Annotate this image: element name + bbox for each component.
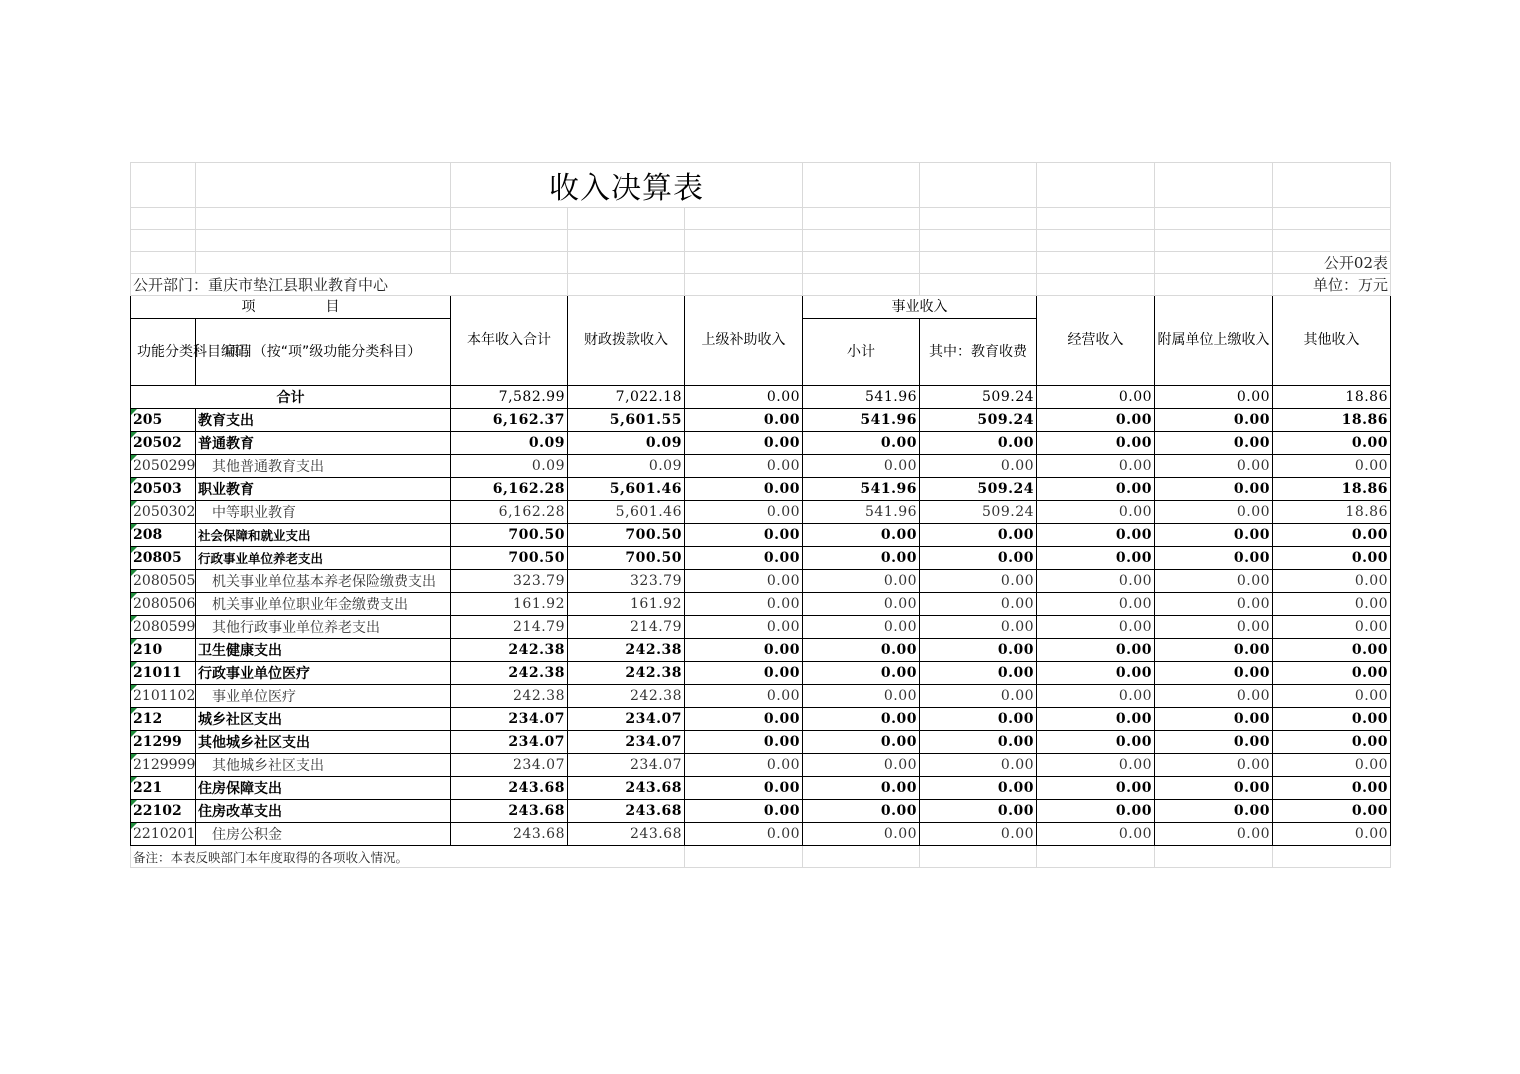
row-value: 234.07	[568, 731, 685, 754]
row-value: 234.07	[451, 708, 568, 731]
row-value: 700.50	[568, 524, 685, 547]
row-value: 214.79	[451, 616, 568, 639]
row-value: 0.00	[1273, 593, 1391, 616]
grid-cell	[803, 163, 920, 208]
header-edu-fee: 其中：教育收费	[920, 319, 1037, 386]
row-value: 0.00	[1273, 662, 1391, 685]
row-code: 2080506	[131, 593, 196, 616]
row-value: 243.68	[451, 800, 568, 823]
row-value: 161.92	[568, 593, 685, 616]
row-value: 0.00	[1037, 662, 1155, 685]
row-value: 0.00	[1273, 639, 1391, 662]
row-value: 0.00	[1155, 708, 1273, 731]
row-value: 0.00	[1037, 754, 1155, 777]
row-name: 社会保障和就业支出	[196, 524, 451, 547]
row-value: 541.96	[803, 409, 920, 432]
row-value: 0.00	[1037, 593, 1155, 616]
row-value: 0.00	[920, 777, 1037, 800]
row-name: 其他城乡社区支出	[196, 731, 451, 754]
row-name: 教育支出	[196, 409, 451, 432]
header-code: 功能分类科目编码	[131, 319, 196, 386]
row-value: 0.00	[920, 639, 1037, 662]
row-value: 0.00	[920, 547, 1037, 570]
table-row	[131, 455, 1391, 478]
row-name: 机关事业单位基本养老保险缴费支出	[196, 570, 451, 593]
department-label: 公开部门：重庆市垫江县职业教育中心	[131, 274, 568, 296]
total-value: 0.00	[1037, 386, 1155, 409]
row-value: 0.00	[1037, 570, 1155, 593]
grid-cell	[1155, 163, 1273, 208]
row-value: 234.07	[568, 754, 685, 777]
row-value: 0.00	[1155, 823, 1273, 846]
row-value: 242.38	[451, 685, 568, 708]
table-row	[131, 731, 1391, 754]
table-row	[131, 708, 1391, 731]
row-value: 0.00	[685, 409, 803, 432]
row-value: 0.00	[1155, 593, 1273, 616]
row-value: 0.00	[803, 455, 920, 478]
row-value: 323.79	[568, 570, 685, 593]
row-name: 中等职业教育	[196, 501, 451, 524]
row-value: 242.38	[568, 685, 685, 708]
row-value: 0.00	[1273, 777, 1391, 800]
row-value: 0.00	[803, 616, 920, 639]
row-value: 0.00	[920, 685, 1037, 708]
row-value: 0.00	[1037, 547, 1155, 570]
row-value: 541.96	[803, 501, 920, 524]
grid-cell	[131, 163, 196, 208]
row-code: 221	[131, 777, 196, 800]
header-total: 本年收入合计	[451, 296, 568, 386]
row-value: 509.24	[920, 409, 1037, 432]
table-row	[131, 478, 1391, 501]
total-value: 7,582.99	[451, 386, 568, 409]
row-value: 0.00	[1155, 432, 1273, 455]
row-value: 509.24	[920, 501, 1037, 524]
table-row	[131, 823, 1391, 846]
row-code: 21011	[131, 662, 196, 685]
table-row	[131, 501, 1391, 524]
row-value: 0.00	[920, 823, 1037, 846]
row-value: 0.00	[1273, 800, 1391, 823]
row-name: 其他行政事业单位养老支出	[196, 616, 451, 639]
header-affiliated: 附属单位上缴收入	[1155, 296, 1273, 386]
row-name: 职业教育	[196, 478, 451, 501]
total-value: 509.24	[920, 386, 1037, 409]
table-row	[131, 777, 1391, 800]
row-value: 0.00	[920, 754, 1037, 777]
row-name: 行政事业单位医疗	[196, 662, 451, 685]
row-value: 700.50	[451, 547, 568, 570]
row-value: 541.96	[803, 478, 920, 501]
row-value: 0.00	[1037, 524, 1155, 547]
total-value: 0.00	[1155, 386, 1273, 409]
row-value: 0.00	[803, 708, 920, 731]
footnote: 备注：本表反映部门本年度取得的各项收入情况。	[131, 846, 685, 868]
row-value: 0.00	[920, 708, 1037, 731]
income-statement-sheet	[130, 162, 1390, 895]
grid-cell	[196, 163, 451, 208]
row-name: 其他城乡社区支出	[196, 754, 451, 777]
row-value: 234.07	[451, 754, 568, 777]
header-operating: 经营收入	[1037, 296, 1155, 386]
row-value: 0.00	[685, 524, 803, 547]
row-value: 0.00	[1037, 777, 1155, 800]
row-name: 住房保障支出	[196, 777, 451, 800]
row-value: 0.00	[685, 662, 803, 685]
row-value: 0.00	[1155, 731, 1273, 754]
row-value: 0.00	[1155, 455, 1273, 478]
row-value: 0.00	[920, 662, 1037, 685]
row-value: 6,162.37	[451, 409, 568, 432]
row-value: 234.07	[451, 731, 568, 754]
row-value: 0.00	[1273, 570, 1391, 593]
row-value: 0.00	[1037, 639, 1155, 662]
row-value: 0.00	[685, 754, 803, 777]
row-value: 242.38	[451, 639, 568, 662]
row-value: 0.00	[1037, 800, 1155, 823]
row-value: 0.00	[803, 685, 920, 708]
row-value: 0.00	[1155, 754, 1273, 777]
row-value: 0.00	[1037, 708, 1155, 731]
table-row	[131, 616, 1391, 639]
row-value: 214.79	[568, 616, 685, 639]
row-value: 0.00	[803, 432, 920, 455]
row-value: 0.00	[803, 593, 920, 616]
table-row	[131, 685, 1391, 708]
row-value: 0.00	[1155, 662, 1273, 685]
row-code: 2101102	[131, 685, 196, 708]
row-value: 0.00	[1273, 708, 1391, 731]
row-name: 城乡社区支出	[196, 708, 451, 731]
total-row	[131, 386, 1391, 409]
header-fiscal: 财政拨款收入	[568, 296, 685, 386]
row-value: 0.00	[1273, 754, 1391, 777]
row-value: 0.00	[1155, 547, 1273, 570]
row-value: 323.79	[451, 570, 568, 593]
row-value: 0.00	[1037, 432, 1155, 455]
row-value: 0.00	[1273, 432, 1391, 455]
row-code: 2129999	[131, 754, 196, 777]
row-value: 0.00	[803, 547, 920, 570]
row-value: 161.92	[451, 593, 568, 616]
row-value: 0.00	[685, 547, 803, 570]
row-value: 243.68	[451, 777, 568, 800]
row-code: 208	[131, 524, 196, 547]
row-value: 509.24	[920, 478, 1037, 501]
row-value: 0.00	[803, 823, 920, 846]
row-value: 243.68	[568, 800, 685, 823]
row-value: 0.00	[1155, 616, 1273, 639]
row-value: 0.00	[803, 570, 920, 593]
income-table	[130, 162, 1391, 868]
table-row	[131, 662, 1391, 685]
row-value: 0.09	[451, 455, 568, 478]
row-value: 0.00	[685, 501, 803, 524]
header-project: 项 目	[131, 296, 451, 319]
row-code: 2210201	[131, 823, 196, 846]
row-value: 0.00	[1037, 823, 1155, 846]
row-value: 700.50	[451, 524, 568, 547]
table-row	[131, 754, 1391, 777]
row-code: 210	[131, 639, 196, 662]
grid-cell	[1273, 163, 1391, 208]
row-value: 0.00	[1273, 547, 1391, 570]
row-value: 0.00	[920, 593, 1037, 616]
total-value: 0.00	[685, 386, 803, 409]
row-name: 住房公积金	[196, 823, 451, 846]
row-value: 0.00	[803, 754, 920, 777]
row-value: 0.00	[1155, 570, 1273, 593]
row-value: 243.68	[568, 823, 685, 846]
row-value: 0.00	[685, 593, 803, 616]
row-name: 普通教育	[196, 432, 451, 455]
row-value: 0.09	[568, 432, 685, 455]
row-value: 0.00	[1155, 501, 1273, 524]
row-value: 242.38	[568, 639, 685, 662]
row-value: 0.00	[1155, 777, 1273, 800]
row-code: 20503	[131, 478, 196, 501]
row-value: 0.00	[920, 731, 1037, 754]
row-value: 0.00	[685, 777, 803, 800]
row-value: 0.00	[1273, 524, 1391, 547]
total-value: 18.86	[1273, 386, 1391, 409]
row-value: 0.00	[1037, 455, 1155, 478]
row-value: 0.00	[685, 685, 803, 708]
row-name: 住房改革支出	[196, 800, 451, 823]
row-code: 2050302	[131, 501, 196, 524]
row-value: 0.00	[1037, 616, 1155, 639]
header-business: 事业收入	[803, 296, 1037, 319]
row-value: 0.00	[1273, 823, 1391, 846]
row-value: 0.00	[1273, 616, 1391, 639]
row-value: 0.00	[685, 455, 803, 478]
row-value: 0.00	[1273, 685, 1391, 708]
row-value: 0.00	[803, 639, 920, 662]
header-other: 其他收入	[1273, 296, 1391, 386]
row-value: 0.00	[803, 731, 920, 754]
row-code: 20502	[131, 432, 196, 455]
row-value: 0.00	[1273, 455, 1391, 478]
header-superior: 上级补助收入	[685, 296, 803, 386]
row-value: 0.00	[920, 455, 1037, 478]
header-name: 项目（按“项”级功能分类科目）	[196, 319, 451, 386]
row-name: 其他普通教育支出	[196, 455, 451, 478]
row-value: 0.00	[685, 432, 803, 455]
row-value: 0.00	[803, 777, 920, 800]
row-code: 22102	[131, 800, 196, 823]
row-value: 0.00	[685, 800, 803, 823]
row-value: 0.00	[685, 616, 803, 639]
row-value: 0.00	[1037, 409, 1155, 432]
row-value: 242.38	[451, 662, 568, 685]
row-value: 0.00	[685, 570, 803, 593]
row-value: 18.86	[1273, 501, 1391, 524]
row-value: 0.00	[920, 524, 1037, 547]
row-value: 700.50	[568, 547, 685, 570]
row-value: 18.86	[1273, 478, 1391, 501]
table-row	[131, 593, 1391, 616]
table-row	[131, 570, 1391, 593]
row-name: 卫生健康支出	[196, 639, 451, 662]
row-value: 234.07	[568, 708, 685, 731]
row-value: 243.68	[451, 823, 568, 846]
grid-cell	[920, 163, 1037, 208]
row-value: 0.00	[803, 524, 920, 547]
table-row	[131, 639, 1391, 662]
row-code: 2080599	[131, 616, 196, 639]
row-value: 0.00	[685, 639, 803, 662]
row-value: 0.00	[803, 800, 920, 823]
row-code: 2080505	[131, 570, 196, 593]
row-value: 0.00	[920, 570, 1037, 593]
row-value: 0.09	[568, 455, 685, 478]
row-value: 0.00	[1155, 800, 1273, 823]
grid-cell	[1037, 163, 1155, 208]
row-value: 0.00	[1155, 524, 1273, 547]
table-row	[131, 547, 1391, 570]
row-value: 6,162.28	[451, 501, 568, 524]
row-value: 0.00	[685, 708, 803, 731]
row-value: 0.00	[1037, 731, 1155, 754]
row-value: 0.00	[685, 823, 803, 846]
row-code: 2050299	[131, 455, 196, 478]
row-value: 0.00	[1037, 501, 1155, 524]
row-value: 0.00	[1155, 478, 1273, 501]
row-value: 0.00	[1155, 409, 1273, 432]
table-row	[131, 524, 1391, 547]
row-value: 0.00	[920, 616, 1037, 639]
row-value: 0.00	[1037, 685, 1155, 708]
row-value: 0.00	[1155, 639, 1273, 662]
table-row	[131, 800, 1391, 823]
row-code: 212	[131, 708, 196, 731]
row-value: 0.00	[803, 662, 920, 685]
row-value: 18.86	[1273, 409, 1391, 432]
header-subtotal: 小计	[803, 319, 920, 386]
row-value: 0.00	[1273, 731, 1391, 754]
unit-label: 单位：万元	[1273, 274, 1391, 296]
total-label: 合计	[131, 386, 451, 409]
row-code: 21299	[131, 731, 196, 754]
total-value: 7,022.18	[568, 386, 685, 409]
row-value: 0.09	[451, 432, 568, 455]
row-name: 事业单位医疗	[196, 685, 451, 708]
form-code: 公开02表	[1273, 252, 1391, 274]
row-name: 机关事业单位职业年金缴费支出	[196, 593, 451, 616]
row-value: 0.00	[920, 800, 1037, 823]
row-value: 6,162.28	[451, 478, 568, 501]
total-value: 541.96	[803, 386, 920, 409]
row-value: 242.38	[568, 662, 685, 685]
row-value: 5,601.46	[568, 501, 685, 524]
row-value: 0.00	[685, 731, 803, 754]
table-row	[131, 432, 1391, 455]
row-value: 0.00	[920, 432, 1037, 455]
row-code: 205	[131, 409, 196, 432]
row-name: 行政事业单位养老支出	[196, 547, 451, 570]
row-value: 243.68	[568, 777, 685, 800]
row-value: 5,601.46	[568, 478, 685, 501]
table-row	[131, 409, 1391, 432]
row-code: 20805	[131, 547, 196, 570]
page-title: 收入决算表	[451, 163, 803, 208]
row-value: 0.00	[1155, 685, 1273, 708]
row-value: 0.00	[1037, 478, 1155, 501]
row-value: 5,601.55	[568, 409, 685, 432]
row-value: 0.00	[685, 478, 803, 501]
